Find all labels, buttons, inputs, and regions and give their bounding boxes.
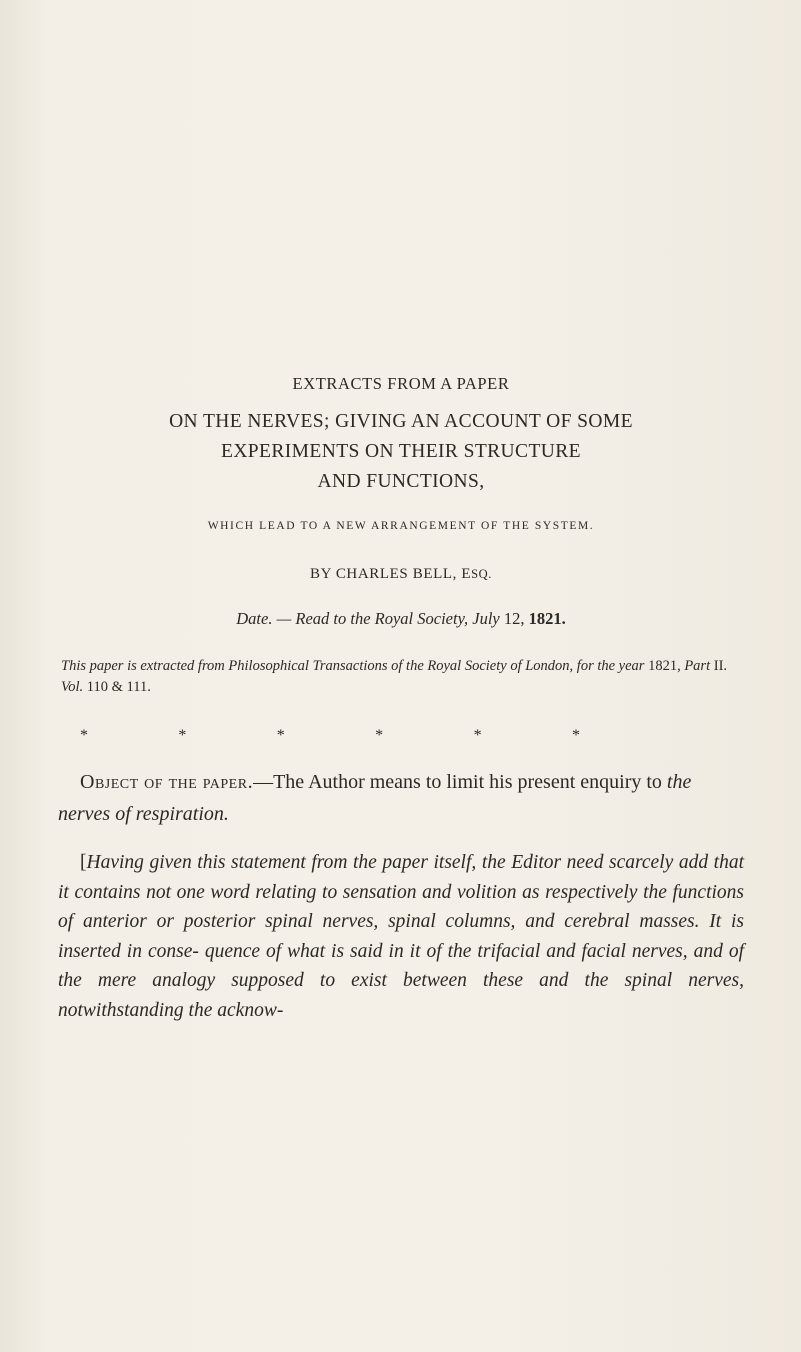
object-text: —The Author means to limit his present enquiry to: [253, 771, 667, 793]
asterisk-1: *: [80, 727, 88, 744]
object-label: Object of the paper.: [80, 771, 254, 793]
source-note-part-number: II.: [710, 658, 728, 674]
object-italic: the nerves of respiration.: [58, 771, 692, 825]
paper-title: [58, 407, 744, 497]
page-content: [58, 374, 744, 1025]
date-line: [58, 608, 744, 630]
asterisk-3: *: [276, 727, 285, 744]
asterisk-separator: [80, 728, 580, 744]
date-label: Date. — Read to the Royal Society, July: [236, 609, 500, 628]
author-name: BY CHARLES BELL, E: [310, 566, 472, 582]
author-suffix: SQ.: [471, 567, 492, 581]
open-bracket: [: [80, 852, 87, 873]
paper-title-line-3: AND FUNCTIONS,: [317, 471, 485, 492]
source-note-pages: 110 & 111.: [83, 679, 151, 695]
asterisk-2: *: [178, 727, 187, 744]
source-note-part-label: Part: [684, 658, 711, 674]
object-paragraph: [58, 766, 744, 830]
asterisk-4: *: [375, 727, 384, 744]
paper-subtitle: WHICH LEAD TO A NEW ARRANGEMENT OF THE SYSTEM.: [207, 520, 595, 532]
source-note: [58, 656, 744, 698]
asterisk-6: *: [571, 727, 580, 744]
editor-note-text: Having given this statement from the paper itself, the Editor need scarcely add that it contains not one word relating to sensation and volition as respectively the functions of anterior or posterior spinal nerves, spinal columns, and cerebral masses. It is inserted in conse- quence of what is said in it of the trifacial and facial nerves, and of the mere analogy supposed to exist between these and the spinal nerves, notwithstanding the acknow-: [58, 852, 744, 1021]
editor-note: [58, 848, 744, 1025]
paper-title-line-1: ON THE NERVES; GIVING AN ACCOUNT OF SOME: [169, 411, 633, 432]
source-note-vol-label: Vol.: [61, 679, 84, 695]
date-year: 1821.: [528, 609, 566, 628]
source-note-text: This paper is extracted from Philosophical Transactions of the Royal Society of London, for the year: [61, 658, 645, 674]
asterisk-5: *: [473, 727, 482, 744]
source-note-year: 1821,: [644, 658, 685, 674]
author-line: [58, 564, 744, 584]
extracts-heading: EXTRACTS FROM A PAPER: [292, 374, 510, 393]
paper-title-line-2: EXPERIMENTS ON THEIR STRUCTURE: [221, 441, 581, 462]
date-day: 12,: [499, 609, 529, 628]
